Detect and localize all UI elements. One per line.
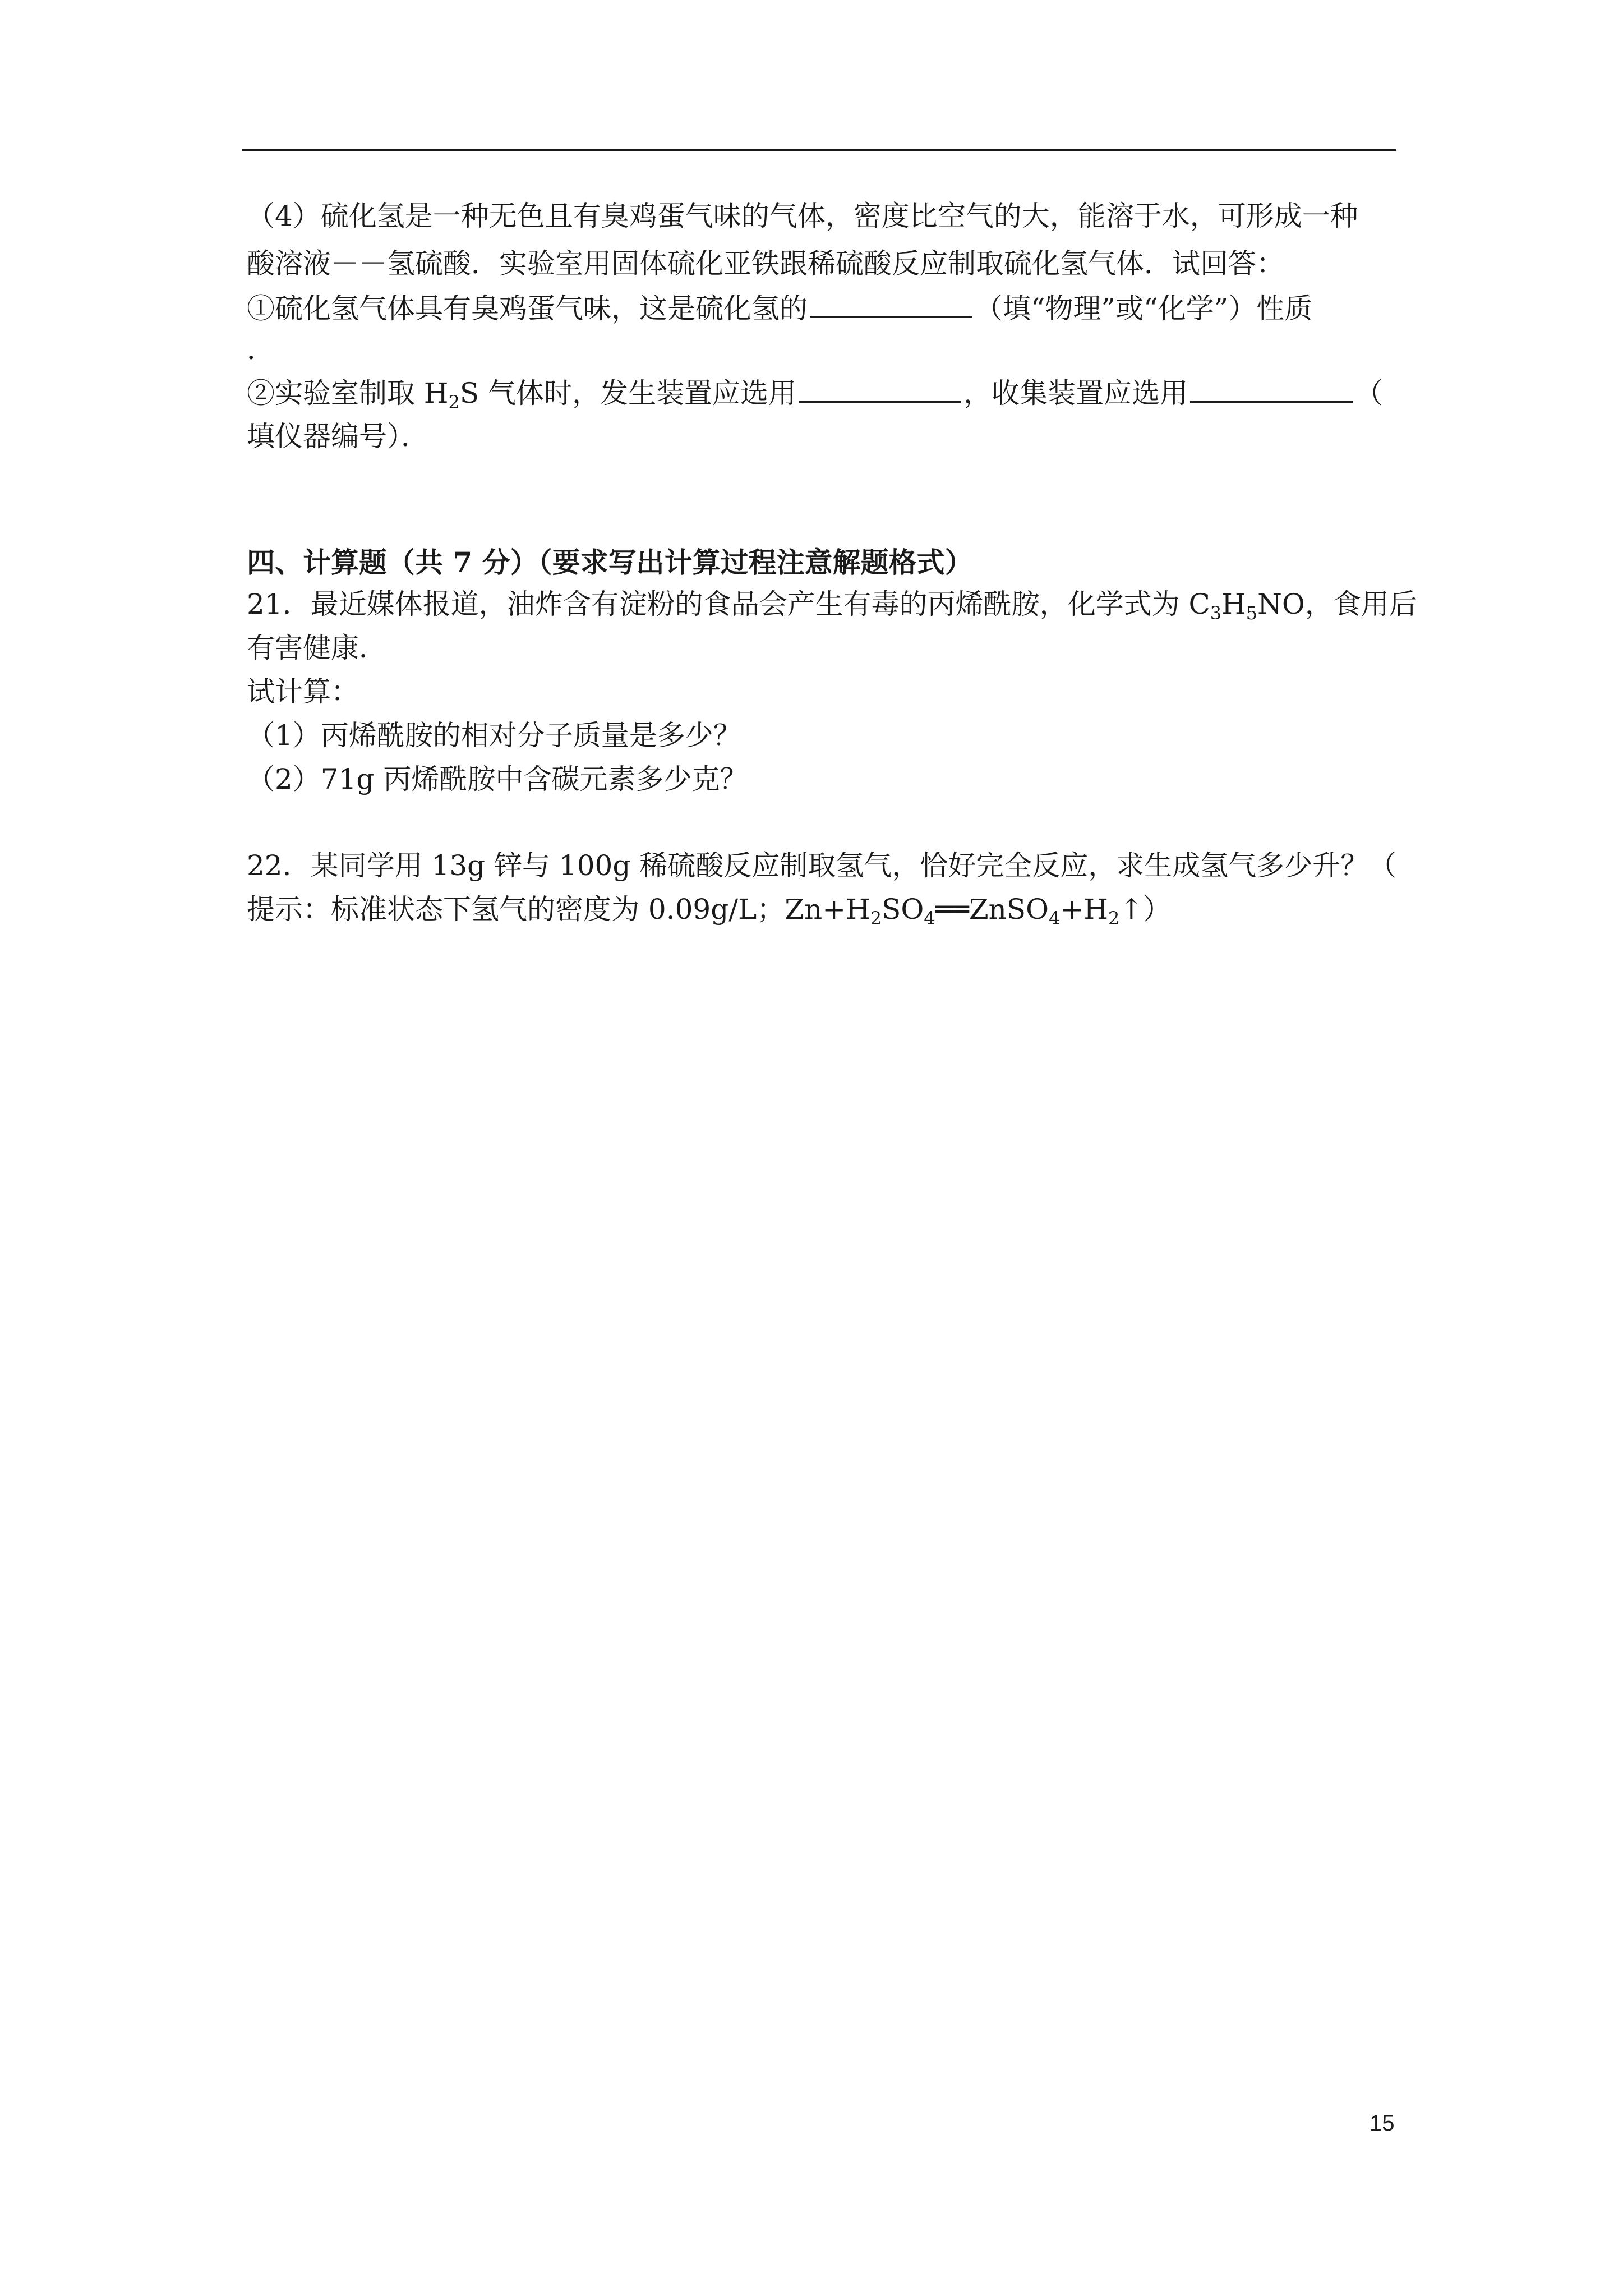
q21-line4: （1）丙烯酰胺的相对分子质量是多少？ [247, 719, 741, 752]
section-heading: 四、计算题（共 7 分）（要求写出计算过程注意解题格式） [247, 546, 973, 579]
page-number: 15 [1370, 2111, 1395, 2136]
answer-blank-collector[interactable] [1190, 378, 1353, 403]
q20-part4-line4: ． [247, 333, 275, 366]
q21-line1: 21．最近媒体报道，油炸含有淀粉的食品会产生有毒的丙烯酰胺，化学式为 $C_3H_5NO$，食用后 [247, 588, 1417, 624]
q20-part4-line6: 填仪器编号）． [247, 420, 429, 453]
q20-part4-line3: ①硫化氢气体具有臭鸡蛋气味，这是硫化氢的 （填“物理”或“化学”）性质 [247, 292, 1313, 325]
q20-part4-line5: ②实验室制取 $H_2S$ 气体时，发生装置应选用 ，收集装置应选用 （ [247, 377, 1384, 413]
answer-blank-property[interactable] [810, 293, 972, 318]
answer-blank-generator[interactable] [799, 378, 961, 403]
q22-line1: 22．某同学用 13g 锌与 100g 稀硫酸反应制取氢气，恰好完全反应，求生成氢气多少升？（ [247, 849, 1397, 882]
q21-line2: 有害健康． [247, 632, 387, 664]
q20-part4-line2: 酸溶液－－氢硫酸．实验室用固体硫化亚铁跟稀硫酸反应制取硫化氢气体．试回答： [247, 247, 1284, 280]
q21-line5: （2）71g 丙烯酰胺中含碳元素多少克？ [247, 763, 748, 795]
q20-part4-line1: （4）硫化氢是一种无色且有臭鸡蛋气味的气体，密度比空气的大，能溶于水，可形成一种 [247, 200, 1358, 232]
q22-line2: 提示：标准状态下氢气的密度为 0.09g/L；$Zn+H_2SO_4══ZnSO_4+H_2↑$） [247, 893, 1172, 929]
q21-line3: 试计算： [247, 675, 359, 708]
header-rule [242, 149, 1396, 151]
